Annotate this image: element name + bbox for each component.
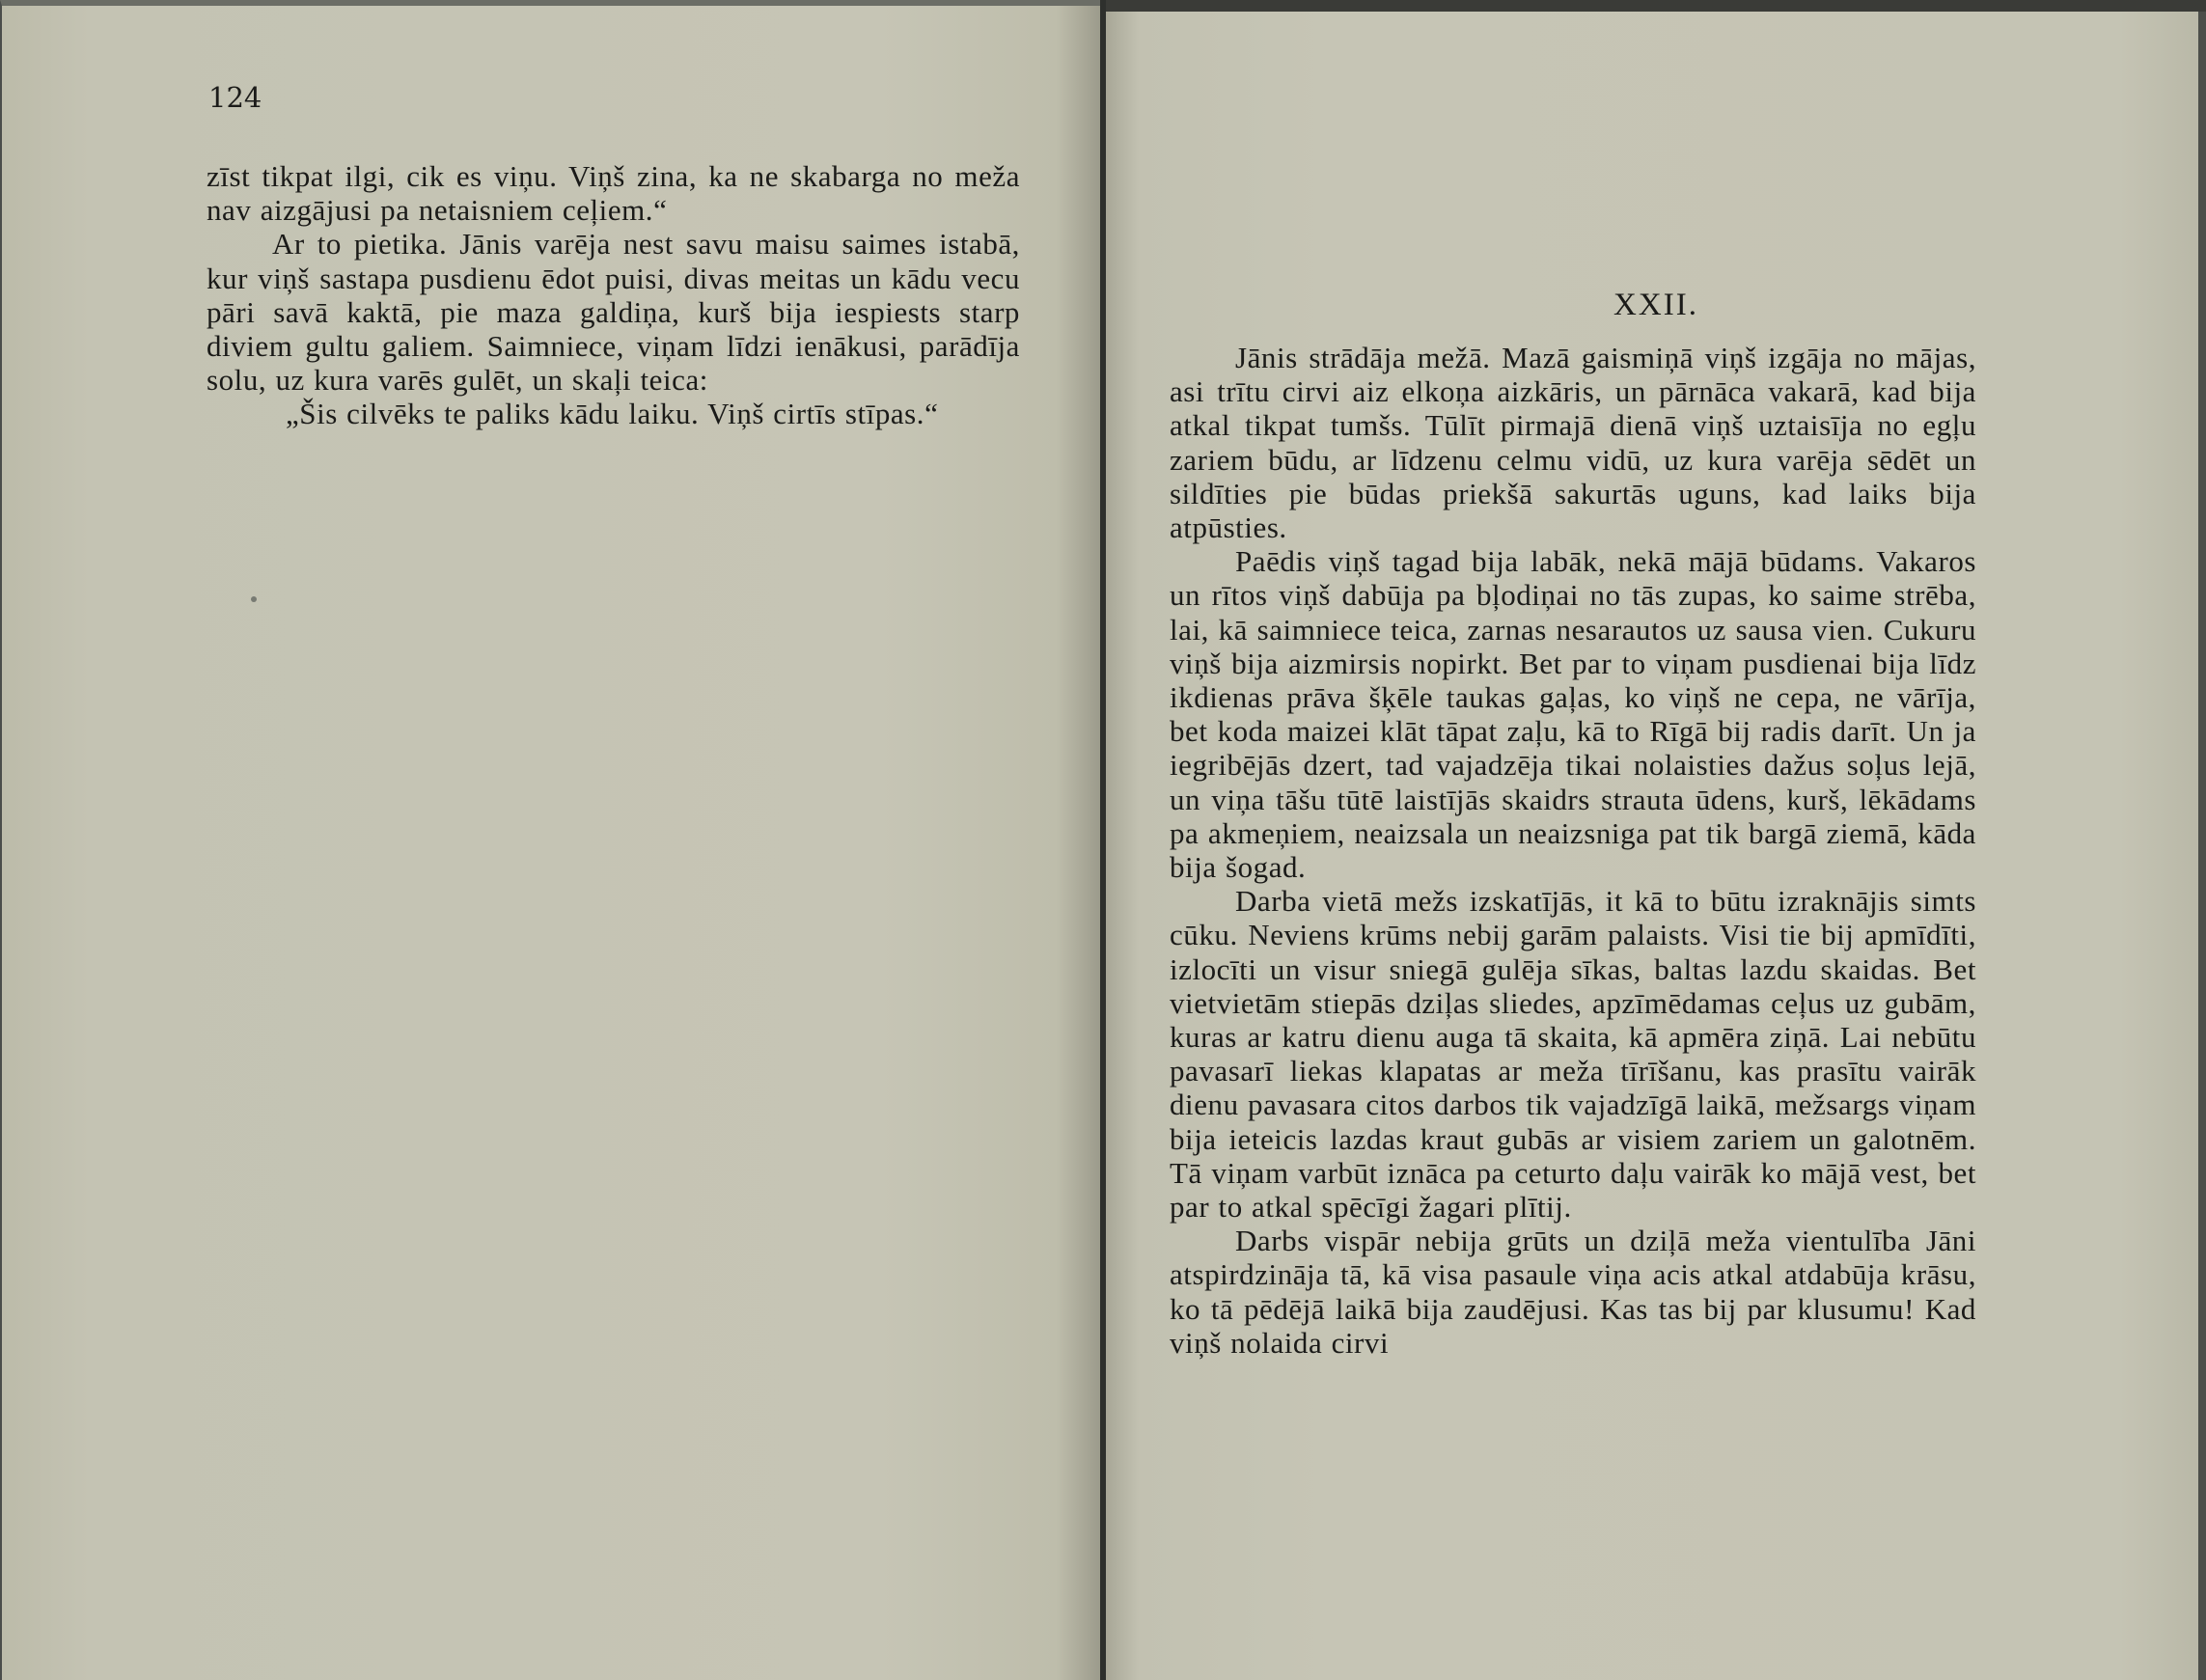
paragraph: Ar to pietika. Jānis varēja nest savu maisu saimes istabā, kur viņš sastapa pusdienu ēdot puisi, divas meitas un kādu vecu pāri savā kaktā, pie maza galdiņa, kurš bija iespiests starp diviem gultu galiem. Saimniece, viņam līdzi ienākusi, parādīja solu, uz kura varēs gulēt, un skaļi teica: bbox=[207, 227, 1020, 398]
right-page-text bbox=[1170, 341, 1976, 1360]
paragraph: Jānis strādāja mežā. Mazā gaismiņā viņš izgāja no mājas, asi trītu cirvi aiz elkoņa aizkāris, un pārnāca vakarā, kad bija atkal tikpat tumšs. Tūlīt pirmajā dienā viņš uztaisīja no egļu zariem būdu, ar līdzenu celmu vidū, uz kura varēja sēdēt un sildīties pie būdas priekšā sakurtās uguns, kad laiks bija atpūsties. bbox=[1170, 341, 1976, 545]
paper-speck bbox=[251, 596, 257, 602]
left-page-text bbox=[207, 159, 1020, 431]
page-edge bbox=[2198, 12, 2206, 1680]
page-number: 124 bbox=[208, 81, 262, 114]
paragraph: Paēdis viņš tagad bija labāk, nekā mājā būdams. Vakaros un rītos viņš dabūja pa bļodiņai no tās zupas, ko saime strēba, lai, kā saimniece teica, zarnas nesarautos uz sausa vien. Cukuru viņš bija aizmirsis nopirkt. Bet par to viņam pusdienai bija līdz ikdienas prāva šķēle taukas gaļas, ko viņš ne cepa, ne vārīja, bet koda maizei klāt tāpat zaļu, kā to Rīgā bij radis darīt. Un ja iegribējās dzert, tad vajadzēja tikai nolaisties dažus soļus lejā, un viņa tāšu tūtē laistījās skaidrs strauta ūdens, kurš, lēkādams pa akmeņiem, neaizsala un neaizsniga pat tik bargā ziemā, kāda bija šogad. bbox=[1170, 544, 1976, 885]
chapter-title: XXII. bbox=[1613, 288, 1698, 322]
paragraph: Darbs vispār nebija grūts un dziļā meža vientulība Jāni atspirdzināja tā, kā visa pasaule viņa acis atkal atdabūja krāsu, ko tā pēdējā laikā bija zaudējusi. Kas tas bij par klusumu! Kad viņš nolaida cirvi bbox=[1170, 1224, 1976, 1360]
paragraph: zīst tikpat ilgi, cik es viņu. Viņš zina, ka ne skabarga no meža nav aizgājusi pa netaisniem ceļiem.“ bbox=[207, 159, 1020, 228]
paragraph: „Šis cilvēks te paliks kādu laiku. Viņš cirtīs stīpas.“ bbox=[286, 397, 939, 431]
paragraph: Darba vietā mežs izskatījās, it kā to būtu izraknājis simts cūku. Neviens krūms nebij garām palaists. Visi tie bij apmīdīti, izlocīti un visur sniegā gulēja sīkas, baltas lazdu skaidas. Bet vietvietām stiepās dziļas sliedes, apzīmēdamas ceļus uz gubām, kuras ar katru dienu auga tā skaita, kā apmēra ziņā. Lai nebūtu pavasarī liekas klapatas ar meža tīrīšanu, kas prasītu vairāk dienu pavasara citos darbos tik vajadzīgā laikā, mežsargs viņam bija ieteicis lazdas kraut gubās ar visiem zariem un galotnēm. Tā viņam varbūt iznāca pa ceturto daļu vairāk ko mājā vest, bet par to atkal spēcīgi žagari plītij. bbox=[1170, 884, 1976, 1225]
